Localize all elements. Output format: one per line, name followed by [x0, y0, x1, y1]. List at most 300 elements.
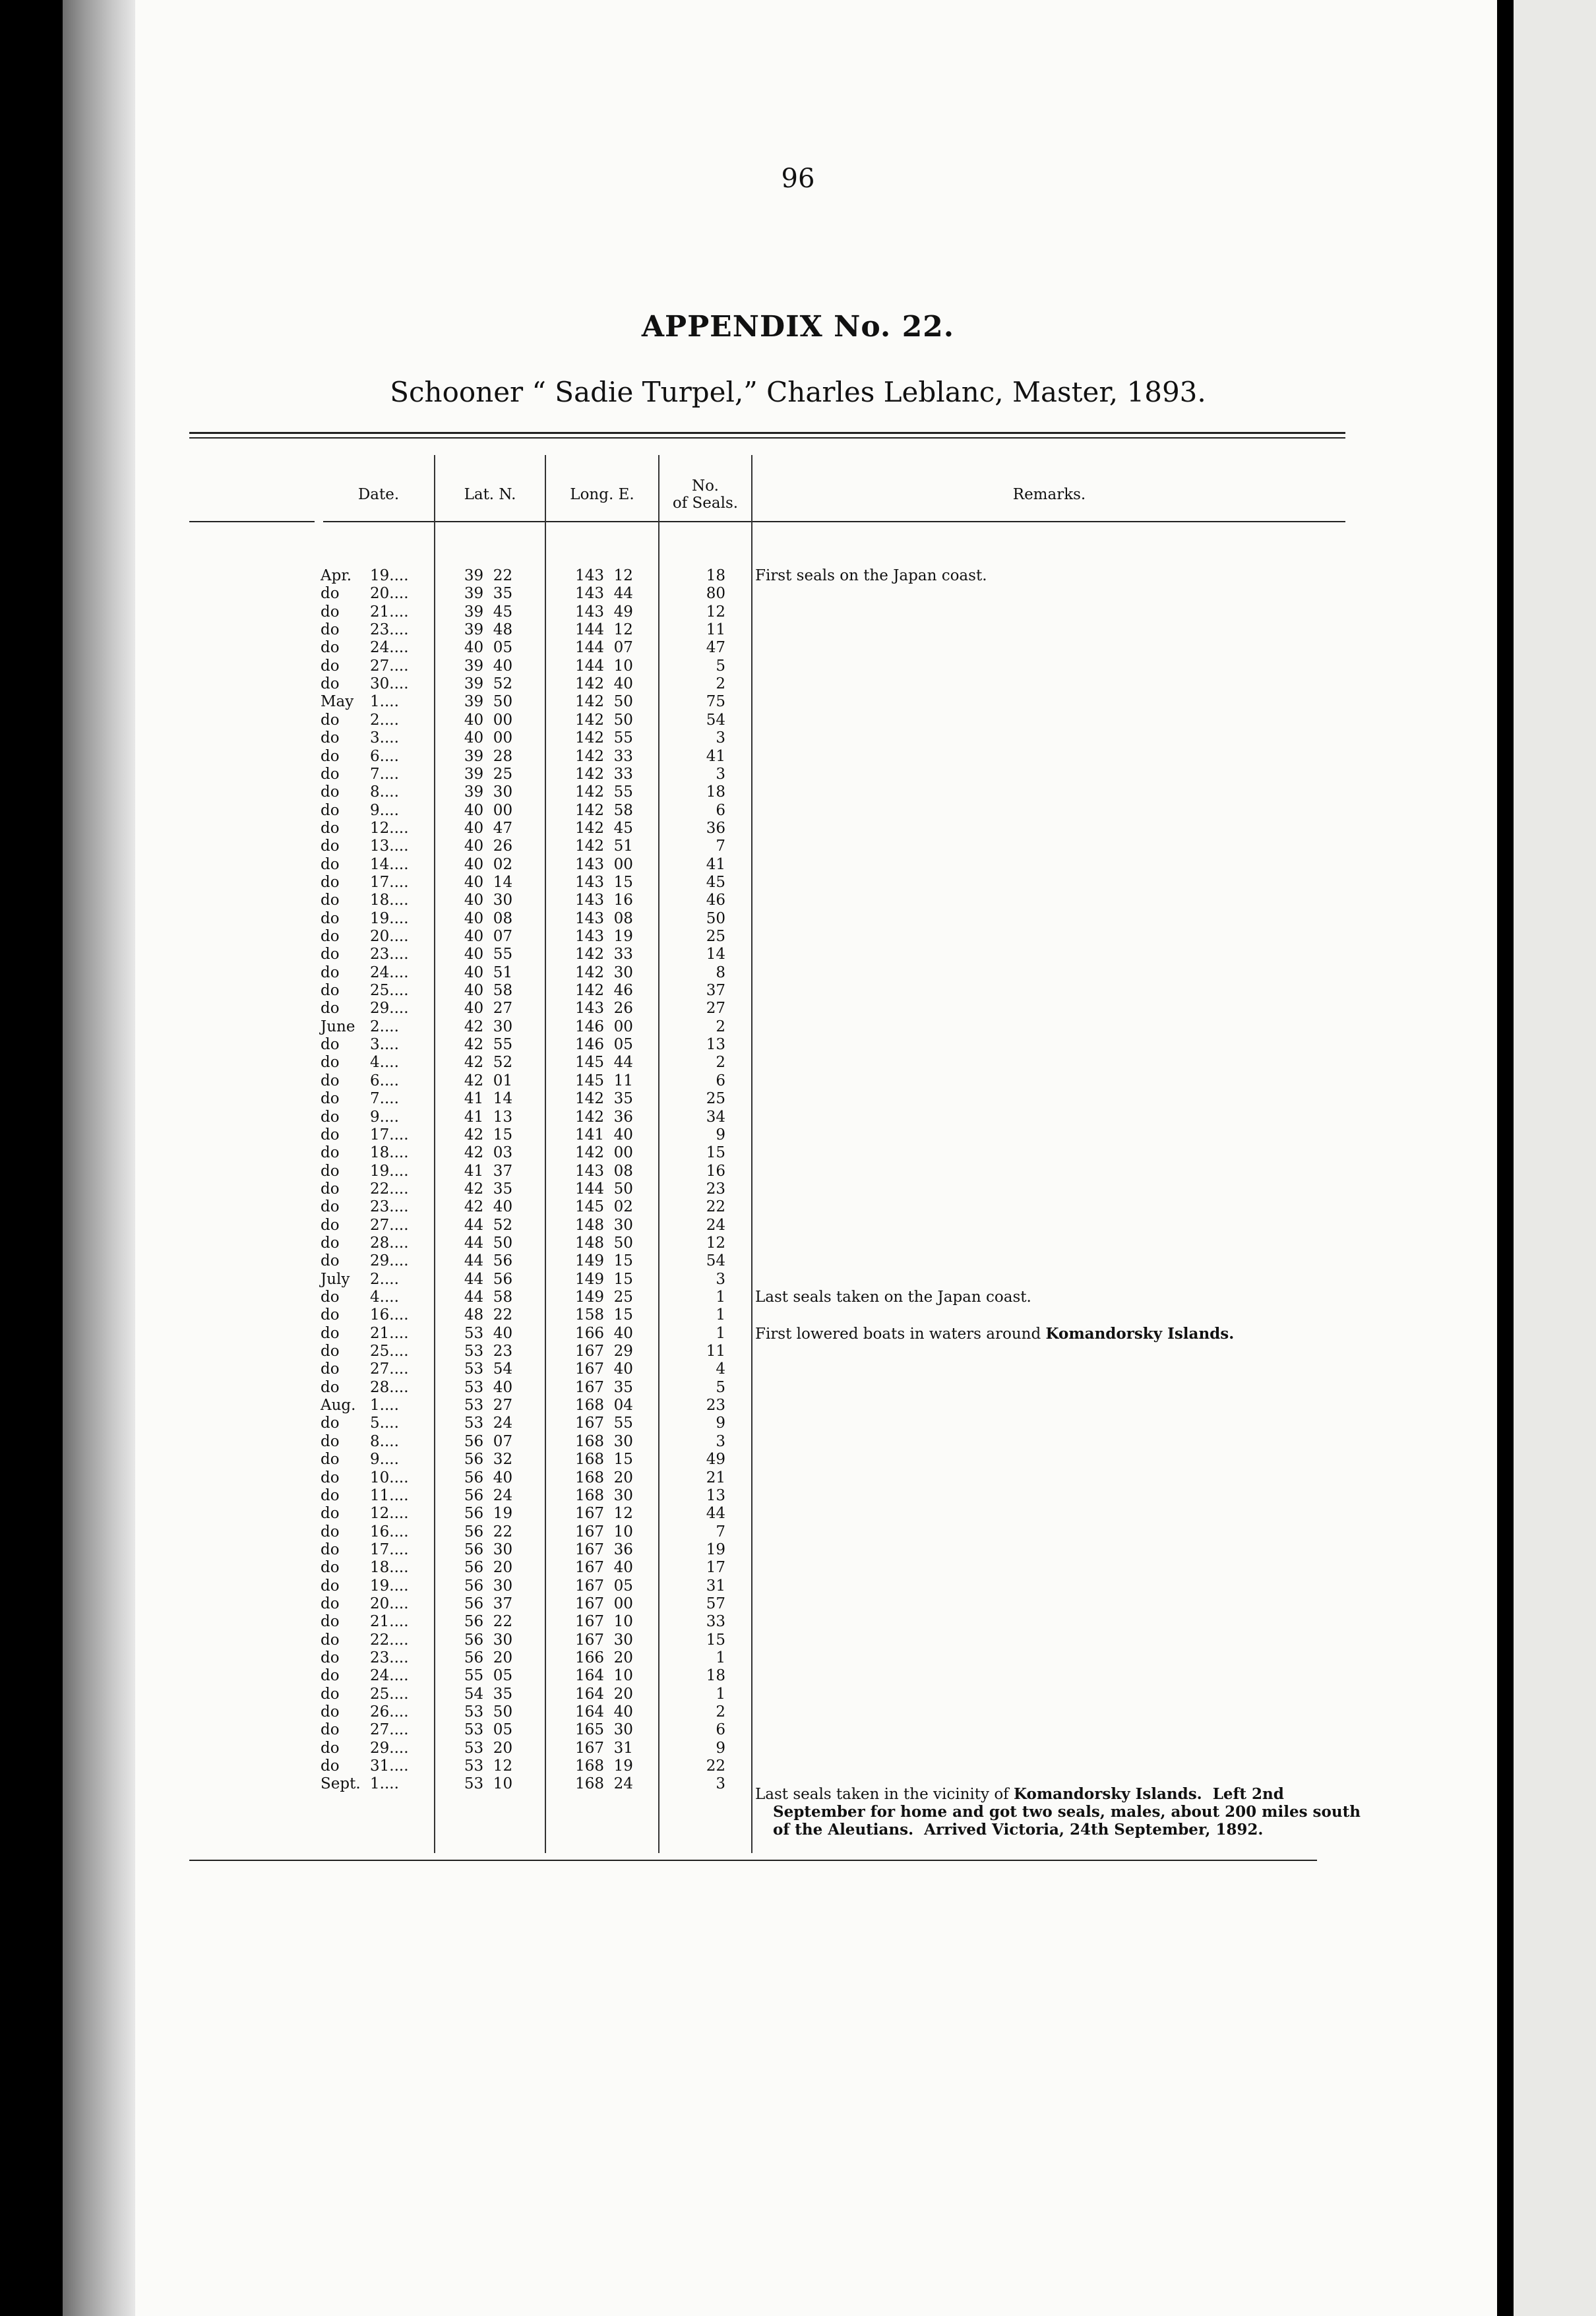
table-row	[0, 1271, 1596, 1289]
cell-seals: 12	[706, 603, 725, 621]
table-row	[0, 783, 1596, 801]
cell-lat: 53 23	[464, 1343, 513, 1360]
cell-long: 168 15	[575, 1451, 633, 1469]
table-row	[0, 838, 1596, 855]
cell-month: do	[321, 1126, 340, 1143]
cell-seals: 50	[706, 909, 725, 927]
table-row	[0, 1649, 1596, 1667]
cell-day: 3....	[370, 1036, 399, 1054]
cell-long: 164 40	[575, 1703, 633, 1721]
table-row	[0, 748, 1596, 766]
cell-lat: 56 30	[464, 1540, 513, 1558]
cell-seals: 3	[716, 765, 725, 783]
cell-month: do	[321, 1198, 340, 1216]
cell-seals: 13	[706, 1036, 725, 1054]
cell-month: do	[321, 657, 340, 675]
cell-remark	[755, 1325, 1349, 1343]
cell-day: 27....	[370, 657, 409, 675]
cell-month: do	[321, 1162, 340, 1180]
cell-month: do	[321, 1343, 340, 1360]
final-remark-line3: of the Aleutians. Arrived Victoria, 24th September, 1892.	[773, 1821, 1264, 1839]
cell-seals: 5	[716, 1378, 725, 1396]
cell-day: 20....	[370, 1595, 409, 1612]
cell-day: 8....	[370, 783, 399, 801]
cell-seals: 31	[706, 1577, 725, 1595]
cell-long: 167 29	[575, 1343, 633, 1360]
cell-month: do	[321, 1469, 340, 1486]
cell-seals: 47	[706, 639, 725, 657]
cell-month: do	[321, 783, 340, 801]
cell-long: 142 55	[575, 729, 633, 747]
cell-remark-text: First seals on the Japan coast.	[755, 567, 987, 584]
table-row	[0, 1036, 1596, 1054]
cell-seals: 18	[706, 1667, 725, 1685]
cell-month: do	[321, 1649, 340, 1666]
cell-remark	[755, 567, 1349, 585]
cell-long: 142 50	[575, 693, 633, 711]
table-row	[0, 603, 1596, 621]
table-row	[0, 982, 1596, 1000]
cell-seals: 41	[706, 747, 725, 765]
table-row	[0, 1415, 1596, 1432]
cell-long: 167 36	[575, 1540, 633, 1558]
final-remark-line1b: Komandorsky Islands. Left 2nd	[1014, 1785, 1284, 1803]
cell-lat: 40 00	[464, 711, 513, 729]
cell-lat: 56 22	[464, 1613, 513, 1631]
cell-lat: 40 14	[464, 873, 513, 891]
cell-seals: 25	[706, 928, 725, 945]
cell-day: 28....	[370, 1378, 409, 1396]
cell-month: do	[321, 1451, 340, 1469]
cell-day: 27....	[370, 1721, 409, 1739]
final-remark-line1a: Last seals taken in the vicinity of	[755, 1786, 1014, 1803]
cell-long: 142 33	[575, 765, 633, 783]
cell-seals: 22	[706, 1198, 725, 1216]
cell-lat: 41 14	[464, 1090, 513, 1108]
cell-lat: 54 35	[464, 1685, 513, 1703]
cell-month: do	[321, 963, 340, 981]
cell-lat: 53 27	[464, 1397, 513, 1415]
cell-month: do	[321, 1234, 340, 1252]
table-row	[0, 964, 1596, 982]
cell-long: 167 30	[575, 1631, 633, 1649]
cell-month: do	[321, 1523, 340, 1540]
cell-day: 2....	[370, 1270, 399, 1288]
cell-month: do	[321, 1540, 340, 1558]
cell-seals: 9	[716, 1126, 725, 1143]
table-row	[0, 585, 1596, 603]
table-row	[0, 1559, 1596, 1577]
cell-day: 28....	[370, 1234, 409, 1252]
cell-long: 167 12	[575, 1505, 633, 1523]
cell-lat: 42 35	[464, 1180, 513, 1198]
cell-long: 168 30	[575, 1432, 633, 1450]
cell-seals: 54	[706, 711, 725, 729]
document-subtitle: Schooner “ Sadie Turpel,” Charles Leblanc, Master, 1893.	[390, 376, 1206, 408]
cell-month: do	[321, 765, 340, 783]
cell-day: 10....	[370, 1469, 409, 1486]
table-bottom-rule	[189, 1860, 1317, 1861]
header-seals-line1: No.	[692, 477, 719, 495]
cell-seals: 49	[706, 1451, 725, 1469]
cell-seals: 27	[706, 1000, 725, 1018]
header-bottom-rule-date	[189, 521, 315, 522]
table-row	[0, 1505, 1596, 1523]
cell-day: 12....	[370, 1505, 409, 1523]
table-row	[0, 1126, 1596, 1144]
cell-month: do	[321, 928, 340, 945]
cell-long: 165 30	[575, 1721, 633, 1739]
cell-long: 145 44	[575, 1054, 633, 1072]
cell-day: 25....	[370, 982, 409, 1000]
cell-seals: 12	[706, 1234, 725, 1252]
cell-month: do	[321, 892, 340, 909]
table-row	[0, 567, 1596, 585]
cell-day: 18....	[370, 1144, 409, 1162]
cell-seals: 23	[706, 1397, 725, 1415]
cell-month: do	[321, 1144, 340, 1162]
table-row	[0, 1721, 1596, 1739]
cell-long: 142 50	[575, 711, 633, 729]
cell-lat: 56 07	[464, 1432, 513, 1450]
table-row	[0, 1109, 1596, 1126]
cell-lat: 39 45	[464, 603, 513, 621]
table-row	[0, 1397, 1596, 1415]
table-row	[0, 639, 1596, 657]
cell-month: do	[321, 1289, 340, 1306]
cell-seals: 2	[716, 1703, 725, 1721]
cell-lat: 39 22	[464, 567, 513, 584]
cell-lat: 53 20	[464, 1739, 513, 1757]
cell-seals: 1	[716, 1289, 725, 1306]
cell-long: 143 00	[575, 855, 633, 873]
cell-day: 19....	[370, 909, 409, 927]
final-remark-line2: September for home and got two seals, males, about 200 miles south	[773, 1803, 1361, 1821]
cell-long: 167 40	[575, 1559, 633, 1577]
table-row	[0, 1703, 1596, 1721]
cell-day: 24....	[370, 963, 409, 981]
cell-long: 167 05	[575, 1577, 633, 1595]
table-row	[0, 946, 1596, 963]
cell-seals: 3	[716, 1270, 725, 1288]
cell-seals: 37	[706, 982, 725, 1000]
table-row	[0, 712, 1596, 729]
table-row	[0, 675, 1596, 693]
cell-month: do	[321, 585, 340, 603]
cell-long: 143 49	[575, 603, 633, 621]
cell-day: 23....	[370, 621, 409, 639]
cell-day: 16....	[370, 1523, 409, 1540]
cell-month: do	[321, 1721, 340, 1739]
cell-long: 143 15	[575, 873, 633, 891]
cell-seals: 22	[706, 1757, 725, 1775]
cell-long: 168 19	[575, 1757, 633, 1775]
cell-lat: 40 00	[464, 801, 513, 819]
table-top-rule	[189, 432, 1345, 434]
cell-seals: 75	[706, 693, 725, 711]
cell-day: 31....	[370, 1757, 409, 1775]
table-row	[0, 1577, 1596, 1595]
table-row	[0, 1523, 1596, 1541]
cell-long: 145 02	[575, 1198, 633, 1216]
cell-month: do	[321, 1090, 340, 1108]
table-row	[0, 1667, 1596, 1685]
cell-lat: 48 22	[464, 1306, 513, 1324]
cell-month: do	[321, 1505, 340, 1523]
cell-day: 19....	[370, 1577, 409, 1595]
cell-long: 167 10	[575, 1523, 633, 1540]
header-remarks: Remarks.	[1012, 485, 1086, 503]
cell-month: do	[321, 1054, 340, 1072]
cell-seals: 9	[716, 1739, 725, 1757]
table-row	[0, 1360, 1596, 1378]
cell-seals: 7	[716, 838, 725, 855]
cell-lat: 42 30	[464, 1018, 513, 1035]
cell-month: do	[321, 1360, 340, 1378]
cell-lat: 42 03	[464, 1144, 513, 1162]
cell-long: 143 19	[575, 928, 633, 945]
cell-month: do	[321, 729, 340, 747]
cell-day: 4....	[370, 1289, 399, 1306]
cell-day: 1....	[370, 693, 399, 711]
cell-day: 7....	[370, 765, 399, 783]
header-seals-line2: of Seals.	[672, 495, 739, 512]
cell-seals: 21	[706, 1469, 725, 1486]
cell-month: July	[321, 1270, 350, 1288]
cell-day: 21....	[370, 603, 409, 621]
cell-seals: 34	[706, 1108, 725, 1126]
cell-lat: 40 51	[464, 963, 513, 981]
cell-lat: 39 50	[464, 693, 513, 711]
cell-day: 14....	[370, 855, 409, 873]
cell-seals: 1	[716, 1685, 725, 1703]
cell-day: 1....	[370, 1397, 399, 1415]
cell-long: 148 30	[575, 1216, 633, 1234]
cell-month: do	[321, 1306, 340, 1324]
cell-seals: 14	[706, 946, 725, 963]
cell-seals: 4	[716, 1360, 725, 1378]
cell-lat: 53 50	[464, 1703, 513, 1721]
cell-seals: 2	[716, 1054, 725, 1072]
cell-long: 149 15	[575, 1252, 633, 1270]
cell-lat: 56 40	[464, 1469, 513, 1486]
cell-month: do	[321, 1685, 340, 1703]
cell-long: 142 00	[575, 1144, 633, 1162]
cell-seals: 25	[706, 1090, 725, 1108]
table-row	[0, 1541, 1596, 1559]
cell-month: do	[321, 1180, 340, 1198]
table-row	[0, 621, 1596, 639]
cell-lat: 53 40	[464, 1324, 513, 1342]
cell-long: 143 12	[575, 567, 633, 584]
table-row	[0, 1000, 1596, 1018]
cell-long: 144 12	[575, 621, 633, 639]
cell-long: 142 55	[575, 783, 633, 801]
cell-day: 16....	[370, 1306, 409, 1324]
cell-month: do	[321, 909, 340, 927]
cell-month: do	[321, 1415, 340, 1432]
cell-day: 23....	[370, 1198, 409, 1216]
cell-long: 143 08	[575, 1162, 633, 1180]
cell-remark-bold: Komandorsky Islands.	[1045, 1324, 1235, 1343]
cell-lat: 42 52	[464, 1054, 513, 1072]
cell-seals: 57	[706, 1595, 725, 1612]
cell-lat: 53 54	[464, 1360, 513, 1378]
cell-day: 11....	[370, 1486, 409, 1504]
cell-month: do	[321, 1108, 340, 1126]
cell-month: May	[321, 693, 354, 711]
table-row	[0, 1469, 1596, 1487]
cell-lat: 39 48	[464, 621, 513, 639]
cell-month: do	[321, 603, 340, 621]
cell-day: 13....	[370, 838, 409, 855]
cell-month: do	[321, 801, 340, 819]
cell-lat: 56 30	[464, 1631, 513, 1649]
cell-long: 142 35	[575, 1090, 633, 1108]
header-long: Long. E.	[570, 485, 634, 503]
cell-day: 29....	[370, 1252, 409, 1270]
cell-long: 168 20	[575, 1469, 633, 1486]
cell-long: 167 55	[575, 1415, 633, 1432]
cell-day: 2....	[370, 711, 399, 729]
cell-seals: 17	[706, 1559, 725, 1577]
cell-seals: 3	[716, 729, 725, 747]
cell-seals: 2	[716, 675, 725, 693]
cell-seals: 7	[716, 1523, 725, 1540]
cell-day: 26....	[370, 1703, 409, 1721]
table-row	[0, 1072, 1596, 1090]
cell-lat: 39 40	[464, 657, 513, 675]
table-row	[0, 729, 1596, 747]
cell-long: 142 36	[575, 1108, 633, 1126]
table-row	[0, 1163, 1596, 1180]
cell-lat: 40 00	[464, 729, 513, 747]
cell-month: Apr.	[321, 567, 352, 584]
cell-remark-text: Last seals taken on the Japan coast.	[755, 1289, 1031, 1306]
cell-seals: 1	[716, 1306, 725, 1324]
page-number: 96	[781, 164, 815, 194]
cell-long: 144 10	[575, 657, 633, 675]
cell-day: 17....	[370, 873, 409, 891]
table-row	[0, 657, 1596, 675]
cell-long: 142 40	[575, 675, 633, 693]
cell-lat: 56 32	[464, 1451, 513, 1469]
cell-day: 29....	[370, 1000, 409, 1018]
cell-seals: 1	[716, 1324, 725, 1342]
table-row	[0, 693, 1596, 711]
cell-month: do	[321, 855, 340, 873]
cell-lat: 40 08	[464, 909, 513, 927]
cell-long: 164 10	[575, 1667, 633, 1685]
cell-lat: 40 30	[464, 892, 513, 909]
cell-day: 27....	[370, 1216, 409, 1234]
cell-long: 142 33	[575, 946, 633, 963]
cell-long: 142 46	[575, 982, 633, 1000]
cell-long: 142 30	[575, 963, 633, 981]
cell-seals: 5	[716, 657, 725, 675]
header-seals	[660, 462, 751, 528]
cell-day: 30....	[370, 675, 409, 693]
table-row	[0, 1343, 1596, 1360]
cell-lat: 56 37	[464, 1595, 513, 1612]
cell-day: 21....	[370, 1613, 409, 1631]
cell-long: 142 45	[575, 819, 633, 837]
cell-lat: 53 24	[464, 1415, 513, 1432]
cell-seals: 6	[716, 1072, 725, 1089]
table-row	[0, 1487, 1596, 1505]
cell-day: 8....	[370, 1432, 399, 1450]
cell-day: 12....	[370, 819, 409, 837]
table-row	[0, 1090, 1596, 1108]
cell-long: 168 30	[575, 1486, 633, 1504]
table-row	[0, 1144, 1596, 1162]
cell-lat: 39 52	[464, 675, 513, 693]
cell-long: 142 51	[575, 838, 633, 855]
cell-lat: 40 07	[464, 928, 513, 945]
cell-seals: 8	[716, 963, 725, 981]
cell-long: 167 35	[575, 1378, 633, 1396]
cell-seals: 11	[706, 621, 725, 639]
cell-month: do	[321, 1703, 340, 1721]
cell-lat: 55 05	[464, 1667, 513, 1685]
cell-long: 144 50	[575, 1180, 633, 1198]
cell-day: 3....	[370, 729, 399, 747]
cell-lat: 44 56	[464, 1270, 513, 1288]
cell-month: do	[321, 1613, 340, 1631]
table-row	[0, 1325, 1596, 1343]
cell-seals: 80	[706, 585, 725, 603]
table-row	[0, 1379, 1596, 1397]
cell-month: do	[321, 1036, 340, 1054]
cell-day: 23....	[370, 1649, 409, 1666]
cell-lat: 56 19	[464, 1505, 513, 1523]
cell-month: do	[321, 639, 340, 657]
cell-month: do	[321, 1739, 340, 1757]
cell-long: 145 11	[575, 1072, 633, 1089]
cell-day: 5....	[370, 1415, 399, 1432]
cell-day: 7....	[370, 1090, 399, 1108]
table-row	[0, 1306, 1596, 1324]
cell-long: 168 24	[575, 1775, 633, 1793]
table-row	[0, 874, 1596, 892]
cell-month: do	[321, 1559, 340, 1577]
cell-long: 158 15	[575, 1306, 633, 1324]
cell-month: do	[321, 621, 340, 639]
cell-day: 24....	[370, 1667, 409, 1685]
cell-day: 1....	[370, 1775, 399, 1793]
cell-seals: 24	[706, 1216, 725, 1234]
cell-lat: 40 55	[464, 946, 513, 963]
cell-day: 9....	[370, 1451, 399, 1469]
table-row	[0, 1234, 1596, 1252]
cell-seals: 2	[716, 1018, 725, 1035]
cell-day: 25....	[370, 1343, 409, 1360]
cell-seals: 16	[706, 1162, 725, 1180]
cell-lat: 53 10	[464, 1775, 513, 1793]
cell-day: 25....	[370, 1685, 409, 1703]
cell-month: do	[321, 747, 340, 765]
cell-seals: 18	[706, 567, 725, 584]
cell-lat: 56 30	[464, 1577, 513, 1595]
cell-month: do	[321, 1577, 340, 1595]
cell-long: 166 20	[575, 1649, 633, 1666]
cell-long: 148 50	[575, 1234, 633, 1252]
cell-month: do	[321, 1000, 340, 1018]
table-row	[0, 820, 1596, 838]
cell-long: 142 58	[575, 801, 633, 819]
cell-long: 143 16	[575, 892, 633, 909]
table-row	[0, 1631, 1596, 1649]
